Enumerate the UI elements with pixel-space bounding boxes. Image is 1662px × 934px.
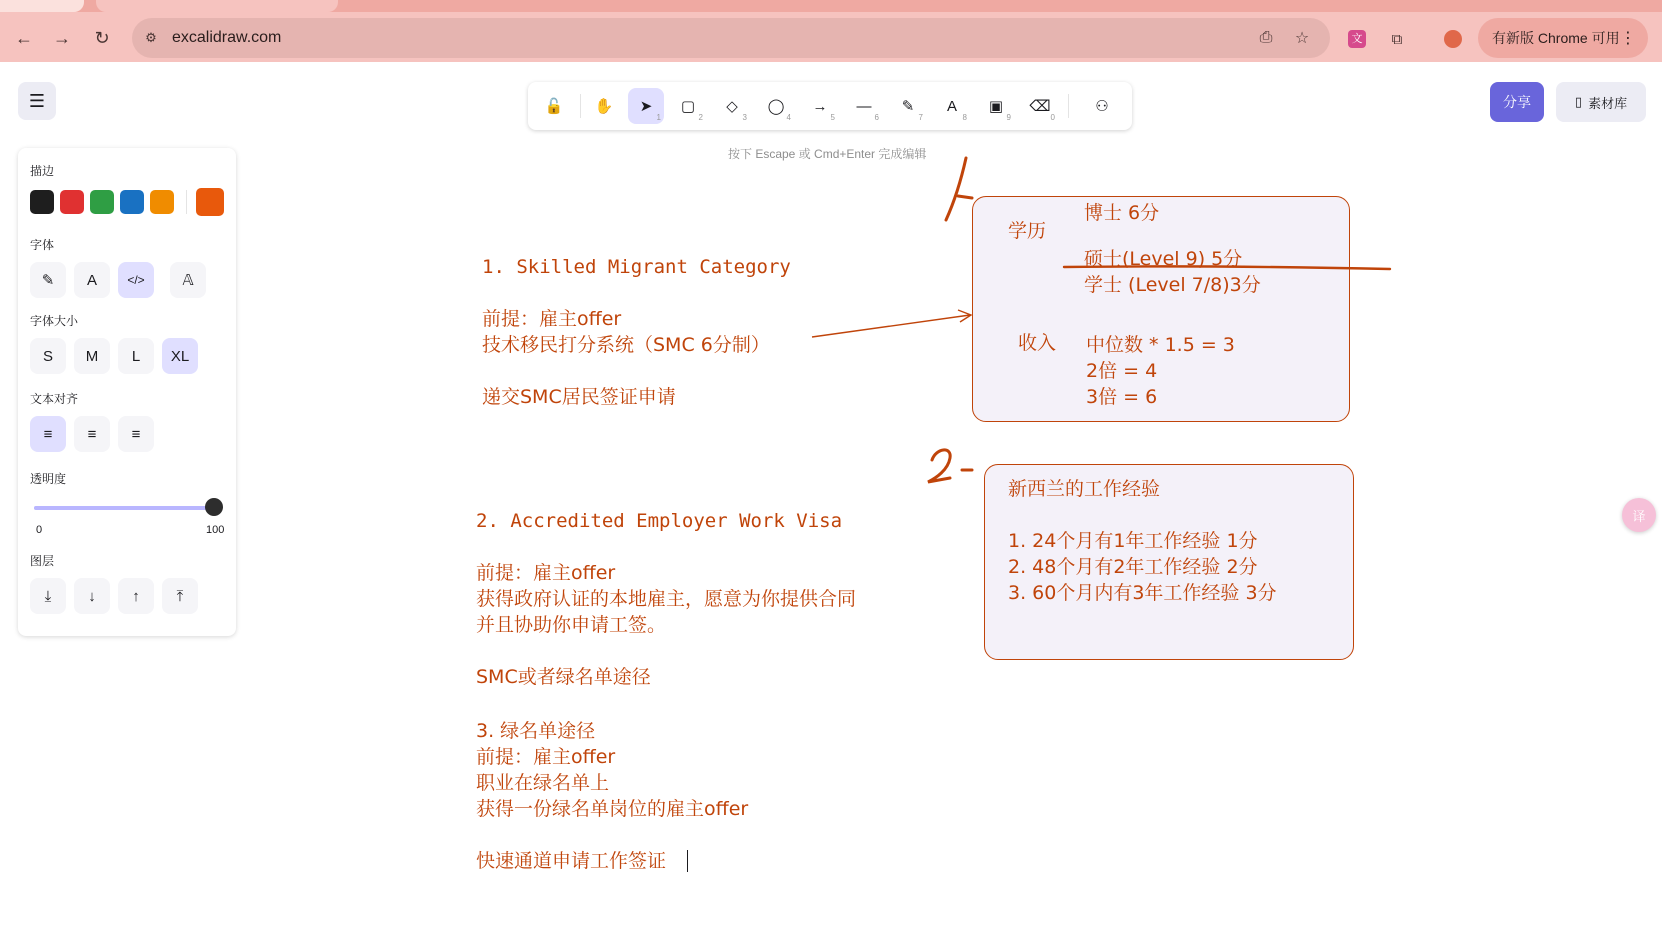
lock-icon[interactable]: 🔓 xyxy=(544,98,564,115)
translate-float-icon[interactable]: 译 xyxy=(1622,498,1656,532)
eraser-icon[interactable]: ⌫ 0 xyxy=(1029,98,1055,122)
section3-line3[interactable]: 获得一份绿名单岗位的雇主offer xyxy=(476,798,749,820)
experience-item2[interactable]: 2. 48个月有2年工作经验 2分 xyxy=(1008,556,1258,578)
masters-points[interactable]: 硕士(Level 9) 5分 xyxy=(1084,248,1243,270)
font-size-m[interactable]: M xyxy=(74,338,110,374)
experience-item3[interactable]: 3. 60个月内有3年工作经验 3分 xyxy=(1008,582,1277,604)
connector-arrow[interactable] xyxy=(812,315,970,337)
send-to-back-icon[interactable]: ⤓ xyxy=(30,578,66,614)
tune-icon[interactable]: ⚙ xyxy=(145,30,157,45)
section2-line1[interactable]: 前提：雇主offer xyxy=(476,562,616,584)
send-backward-icon[interactable]: ↓ xyxy=(74,578,110,614)
line-icon[interactable]: — 6 xyxy=(856,97,879,122)
income-line2[interactable]: 2倍 = 4 xyxy=(1086,360,1158,382)
forward-arrow-icon[interactable]: → xyxy=(53,27,71,48)
align-center-icon[interactable]: ≡ xyxy=(74,416,110,452)
handwritten-two-mark[interactable] xyxy=(928,450,972,482)
bring-forward-icon[interactable]: ↑ xyxy=(118,578,154,614)
section1-line3[interactable]: 递交SMC居民签证申请 xyxy=(482,386,676,408)
text-align-label: 文本对齐 xyxy=(30,392,79,406)
edit-hint: 按下 Escape 或 Cmd+Enter 完成编辑 xyxy=(728,147,927,161)
font-more-icon[interactable]: 𝔸 xyxy=(170,262,206,298)
arrow-icon[interactable]: → 5 xyxy=(812,97,835,122)
income-line1[interactable]: 中位数 * 1.5 = 3 xyxy=(1086,334,1235,356)
font-size-l[interactable]: L xyxy=(118,338,154,374)
section1-title[interactable]: 1. Skilled Migrant Category xyxy=(482,256,791,278)
align-right-icon[interactable]: ≡ xyxy=(118,416,154,452)
back-arrow-icon[interactable]: ← xyxy=(15,27,33,48)
text-icon[interactable]: A 8 xyxy=(946,97,967,122)
bachelor-points[interactable]: 学士 (Level 7/8)3分 xyxy=(1084,274,1261,296)
rectangle-icon[interactable]: ▢ 2 xyxy=(680,98,703,122)
reload-icon[interactable]: ↻ xyxy=(94,27,110,48)
stroke-label: 描边 xyxy=(30,164,55,178)
section3-line1[interactable]: 前提：雇主offer xyxy=(476,746,616,768)
section1-line1[interactable]: 前提：雇主offer xyxy=(482,308,622,330)
section3-line2[interactable]: 职业在绿名单上 xyxy=(476,772,610,794)
more-tools-icon[interactable]: ⚇ xyxy=(1095,98,1109,115)
library-label: 素材库 xyxy=(1588,95,1628,111)
translate-extension-icon[interactable]: 文 xyxy=(1344,26,1370,52)
chrome-update-label: 有新版 Chrome 可用 xyxy=(1492,30,1620,46)
education-label[interactable]: 学历 xyxy=(1008,220,1047,242)
bring-to-front-icon[interactable]: ⤒ xyxy=(162,578,198,614)
hand-icon[interactable]: ✋ xyxy=(594,98,614,115)
font-size-xl[interactable]: XL xyxy=(162,338,198,374)
share-button[interactable]: 分享 xyxy=(1490,82,1544,122)
opacity-label: 透明度 xyxy=(30,472,67,486)
experience-item1[interactable]: 1. 24个月有1年工作经验 1分 xyxy=(1008,530,1258,552)
pencil-icon[interactable]: ✎ 7 xyxy=(901,98,923,122)
font-size-label: 字体大小 xyxy=(30,314,79,328)
align-left-icon[interactable]: ≡ xyxy=(30,416,66,452)
handwritten-one-mark[interactable] xyxy=(946,158,972,220)
kebab-menu-icon[interactable]: ⋮ xyxy=(1620,30,1636,47)
image-icon[interactable]: ▣ 9 xyxy=(988,98,1011,122)
section2-line2[interactable]: 获得政府认证的本地雇主，愿意为你提供合同 xyxy=(476,588,857,610)
income-line3[interactable]: 3倍 = 6 xyxy=(1086,386,1158,408)
star-icon[interactable]: ☆ xyxy=(1294,30,1310,47)
install-app-icon[interactable]: ⎙ xyxy=(1259,29,1273,46)
selection-icon[interactable]: ➤ 1 xyxy=(628,88,664,124)
section3-line4[interactable]: 快速通道申请工作签证 xyxy=(476,850,667,872)
section3-title[interactable]: 3. 绿名单途径 xyxy=(476,720,596,742)
ellipse-icon[interactable]: ◯ 4 xyxy=(767,98,791,122)
section1-line2[interactable]: 技术移民打分系统（SMC 6分制） xyxy=(482,334,770,356)
section2-title[interactable]: 2. Accredited Employer Work Visa xyxy=(476,510,843,532)
section2-line4[interactable]: SMC或者绿名单途径 xyxy=(476,666,651,688)
font-size-s[interactable]: S xyxy=(30,338,66,374)
layers-label: 图层 xyxy=(30,554,55,568)
phd-points[interactable]: 博士 6分 xyxy=(1084,202,1160,224)
font-code-icon[interactable]: </> xyxy=(118,262,154,298)
font-hand-drawn-icon[interactable]: ✎ xyxy=(30,262,66,298)
hamburger-menu-icon[interactable]: ☰ xyxy=(18,82,56,120)
book-icon: ▯ xyxy=(1574,94,1583,109)
section2-line3[interactable]: 并且协助你申请工签。 xyxy=(476,614,667,636)
text-cursor xyxy=(687,850,688,872)
opacity-max-label: 100 xyxy=(206,524,225,536)
diamond-icon[interactable]: ◇ 3 xyxy=(726,98,747,122)
url-text[interactable]: excalidraw.com xyxy=(172,29,282,46)
font-normal-icon[interactable]: A xyxy=(74,262,110,298)
opacity-min-label: 0 xyxy=(36,524,43,536)
font-family-label: 字体 xyxy=(30,238,55,252)
experience-title[interactable]: 新西兰的工作经验 xyxy=(1008,478,1161,500)
income-label[interactable]: 收入 xyxy=(1018,332,1057,354)
puzzle-icon[interactable]: ⧉ xyxy=(1391,30,1403,48)
